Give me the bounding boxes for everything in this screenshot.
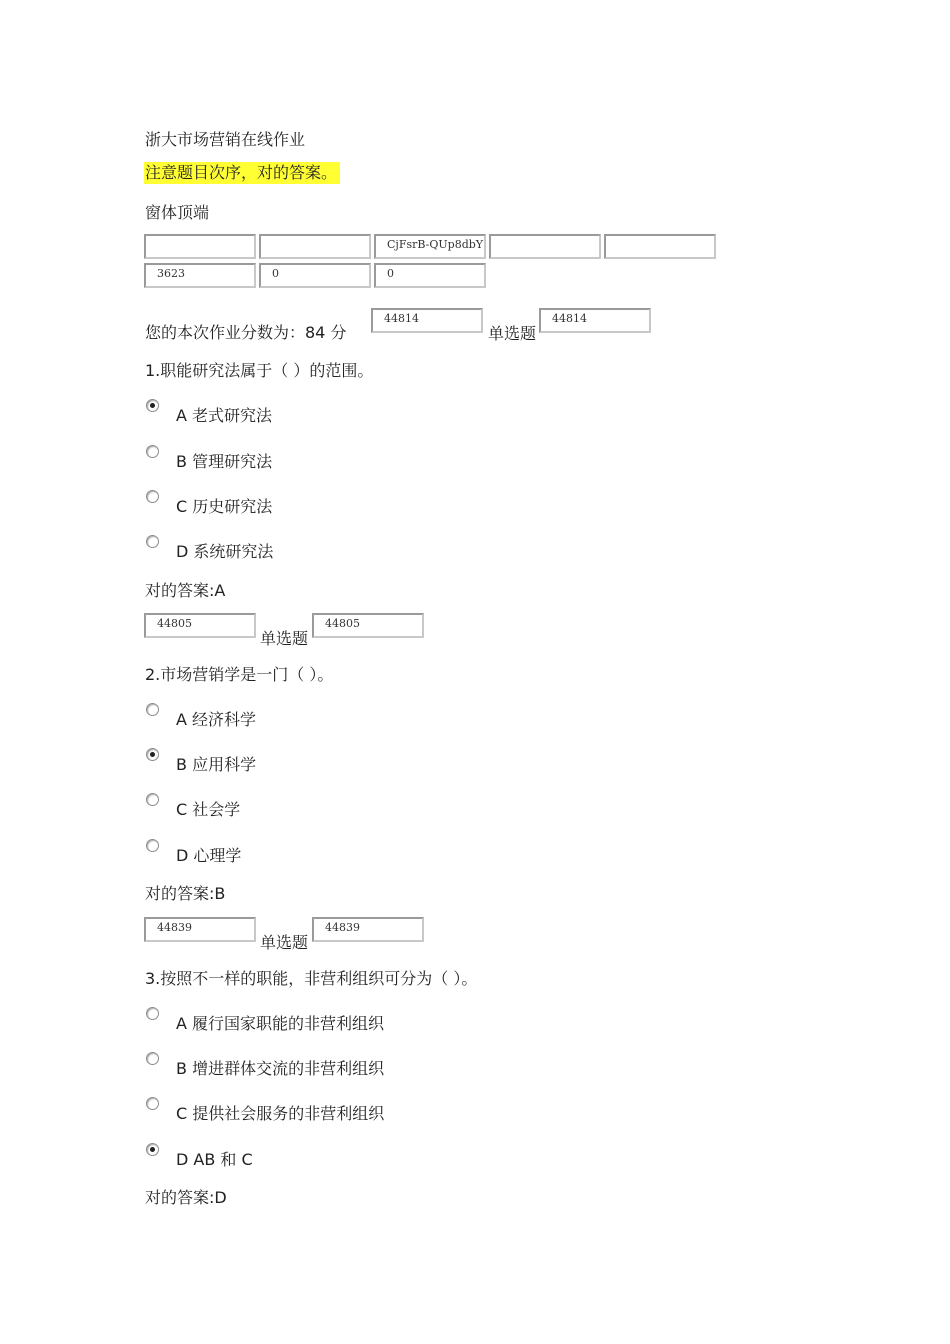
question-3-text: 3.按照不一样的职能，非营利组织可分为（ ）。 — [145, 969, 478, 988]
answer-q3: 对的答案:D — [145, 1188, 227, 1207]
option-q2-b: B 应用科学 — [176, 755, 257, 774]
radio-q2-b[interactable] — [146, 748, 159, 761]
radio-q1-c[interactable] — [146, 490, 159, 503]
radio-q2-a[interactable] — [146, 703, 159, 716]
q2-field-left[interactable]: 44839 — [144, 917, 256, 942]
hidden-field-6[interactable]: 3623 — [144, 263, 256, 288]
hidden-field-5[interactable] — [604, 234, 716, 259]
radio-q1-a[interactable] — [146, 399, 159, 412]
question-type-label: 单选题 — [260, 629, 309, 648]
score-label: 您的本次作业分数为：84 分 — [145, 323, 347, 342]
q1-field-right[interactable]: 44805 — [312, 613, 424, 638]
question-2-text: 2.市场营销学是一门（ ）。 — [145, 665, 334, 684]
form-top-label: 窗体顶端 — [145, 203, 210, 222]
hidden-field-8[interactable]: 0 — [374, 263, 486, 288]
option-q2-d: D 心理学 — [176, 846, 242, 865]
option-q1-b: B 管理研究法 — [176, 452, 273, 471]
radio-q3-c[interactable] — [146, 1097, 159, 1110]
score-field-left[interactable]: 44814 — [371, 308, 483, 333]
option-q3-b: B 增进群体交流的非营利组织 — [176, 1059, 385, 1078]
option-q3-a: A 履行国家职能的非营利组织 — [176, 1014, 385, 1033]
radio-q1-d[interactable] — [146, 535, 159, 548]
hidden-field-2[interactable] — [259, 234, 371, 259]
option-q2-c: C 社会学 — [176, 800, 241, 819]
hidden-field-3[interactable]: CjFsrB-QUp8dbY — [374, 234, 486, 259]
hidden-field-1[interactable] — [144, 234, 256, 259]
answer-q2: 对的答案:B — [145, 884, 226, 903]
option-q1-a: A 老式研究法 — [176, 406, 273, 425]
radio-q3-b[interactable] — [146, 1052, 159, 1065]
radio-q3-a[interactable] — [146, 1007, 159, 1020]
option-q2-a: A 经济科学 — [176, 710, 257, 729]
question-type-label: 单选题 — [488, 324, 537, 343]
radio-q2-c[interactable] — [146, 793, 159, 806]
notice-highlight: 注意题目次序，对的答案。 — [144, 162, 340, 184]
q2-field-right[interactable]: 44839 — [312, 917, 424, 942]
radio-q2-d[interactable] — [146, 839, 159, 852]
question-type-label: 单选题 — [260, 933, 309, 952]
radio-q1-b[interactable] — [146, 445, 159, 458]
hidden-field-7[interactable]: 0 — [259, 263, 371, 288]
option-q1-d: D 系统研究法 — [176, 542, 274, 561]
document-title: 浙大市场营销在线作业 — [145, 130, 306, 149]
option-q3-c: C 提供社会服务的非营利组织 — [176, 1104, 385, 1123]
answer-q1: 对的答案:A — [145, 581, 226, 600]
option-q3-d: D AB 和 C — [176, 1150, 253, 1169]
question-1-text: 1.职能研究法属于（ ）的范围。 — [145, 361, 374, 380]
score-field-right[interactable]: 44814 — [539, 308, 651, 333]
option-q1-c: C 历史研究法 — [176, 497, 273, 516]
q1-field-left[interactable]: 44805 — [144, 613, 256, 638]
hidden-field-4[interactable] — [489, 234, 601, 259]
radio-q3-d[interactable] — [146, 1143, 159, 1156]
